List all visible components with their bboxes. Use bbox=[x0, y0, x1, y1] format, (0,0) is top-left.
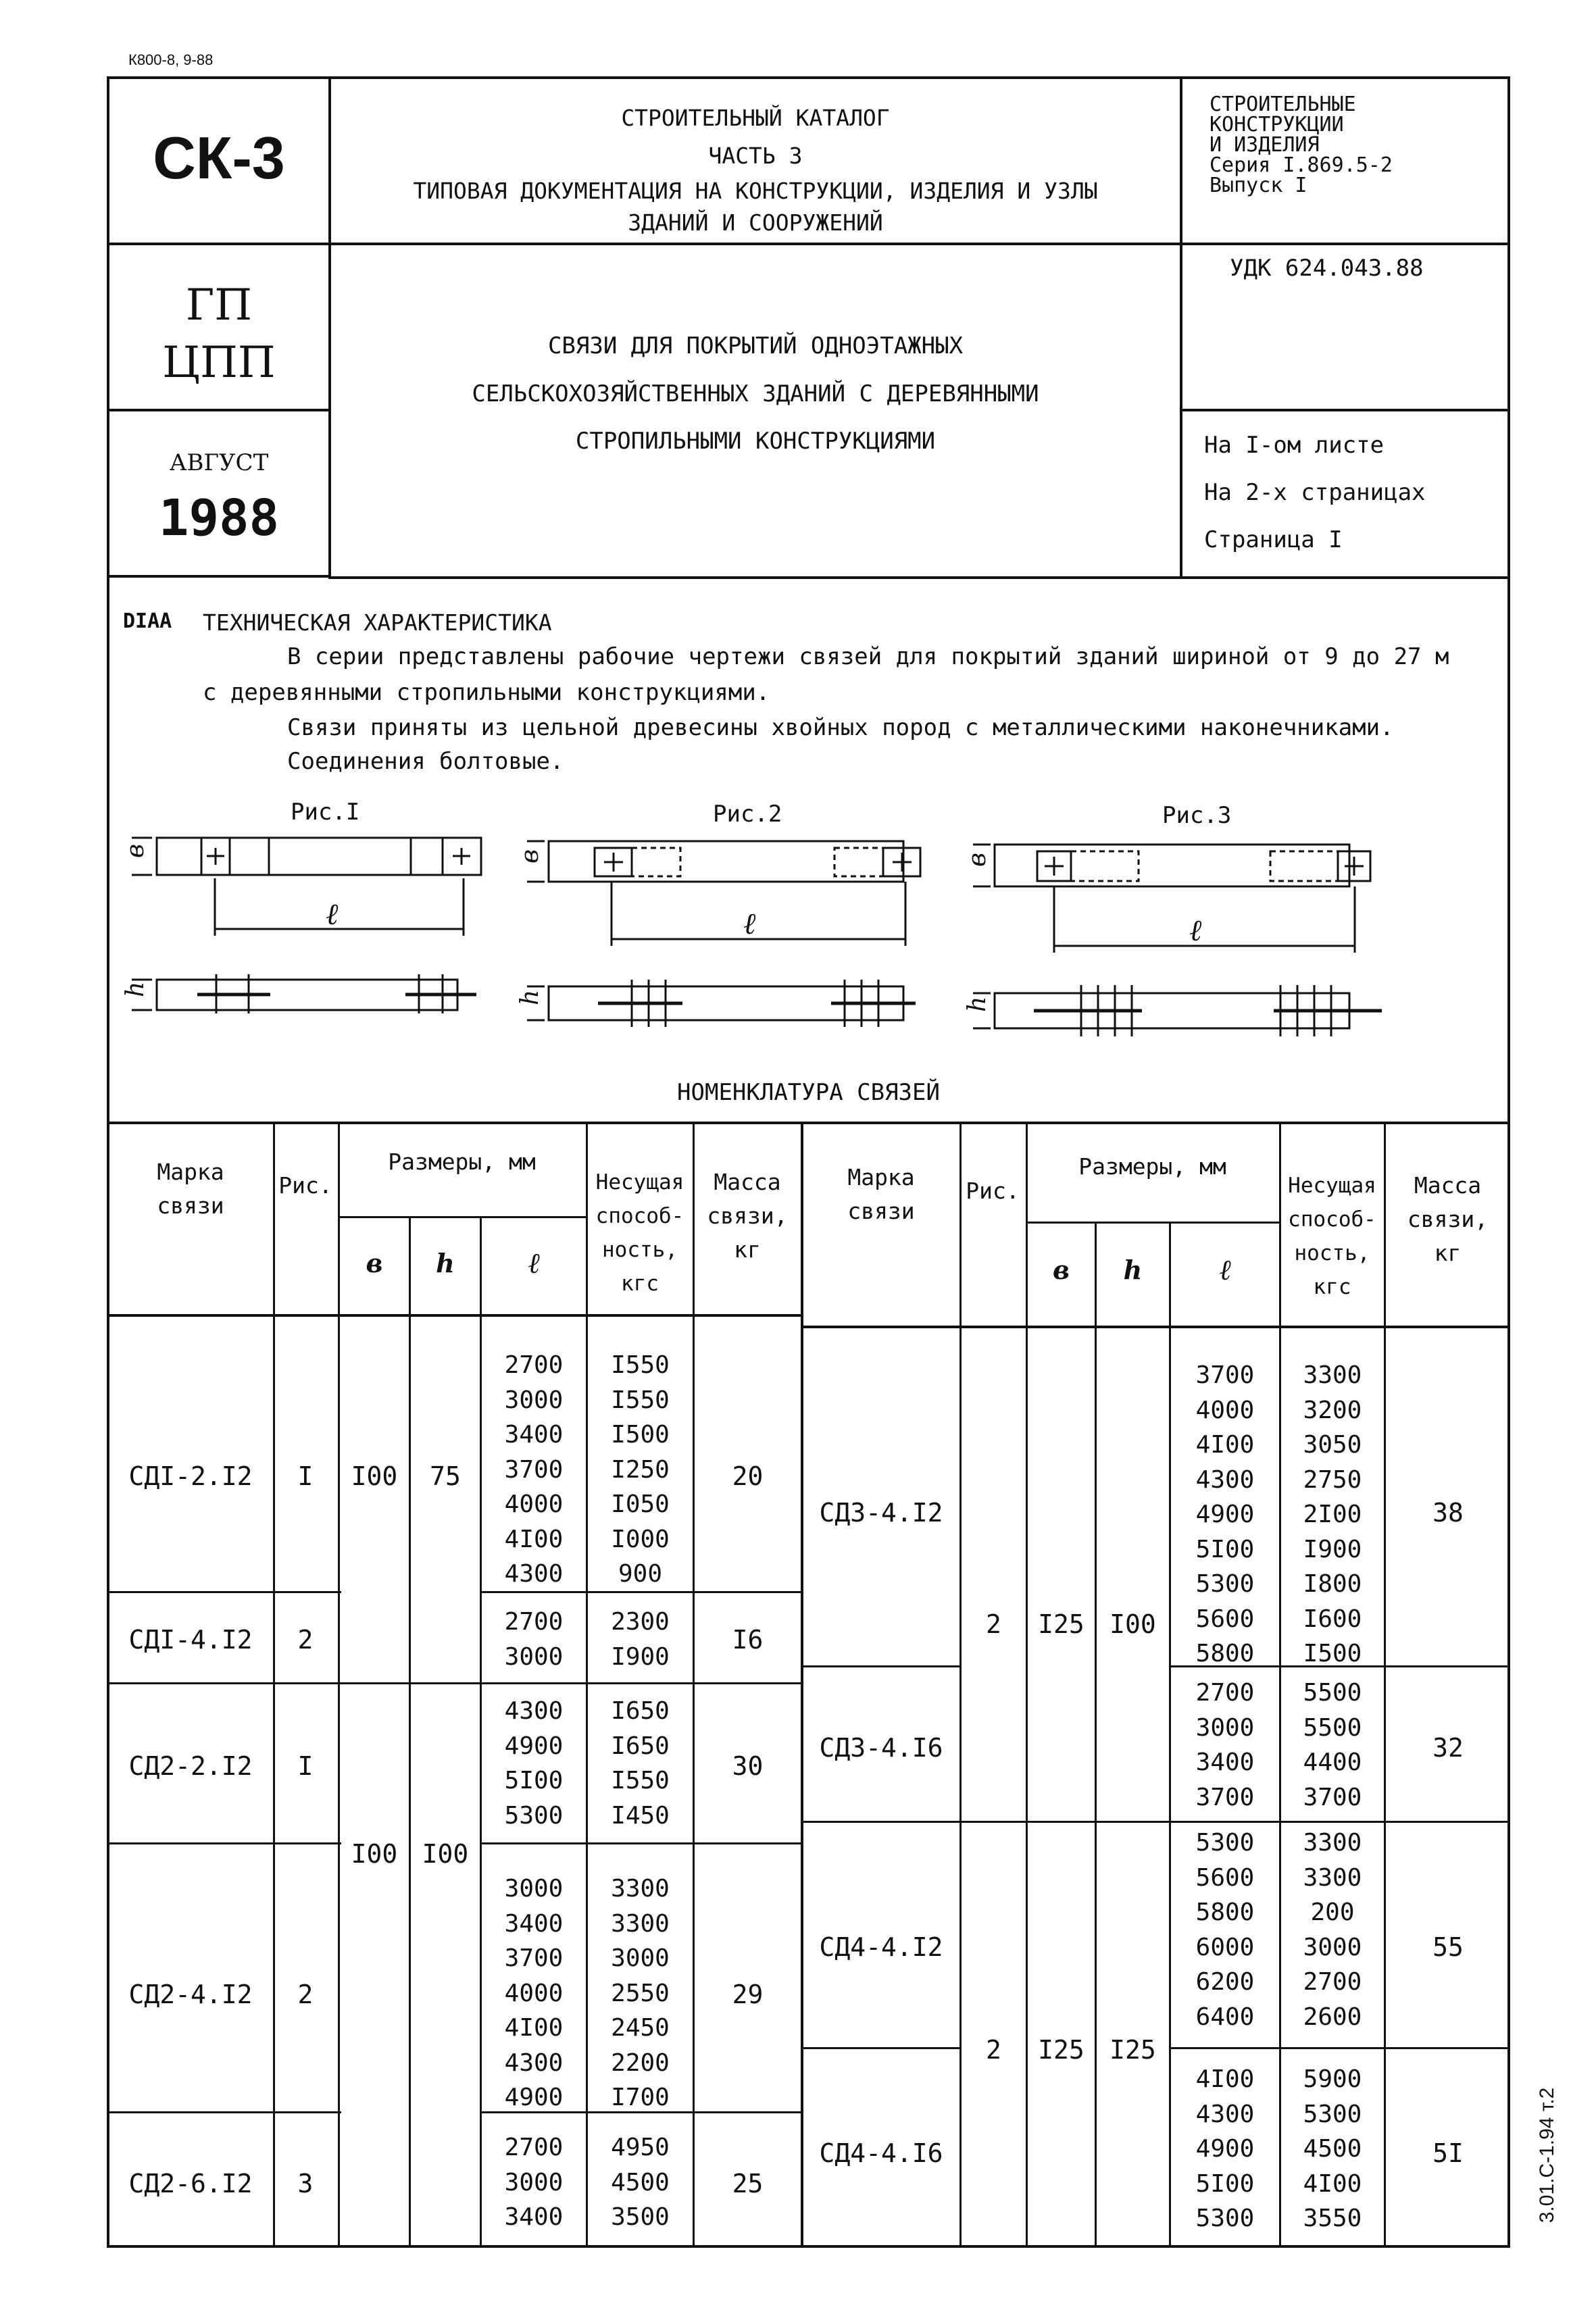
figure-1-plan bbox=[132, 838, 481, 936]
header-mass-left: Масса связи, кг bbox=[707, 1169, 788, 1263]
row-sep-right-1a bbox=[801, 1665, 962, 1667]
section-line-3: И ИЗДЕЛИЯ bbox=[1210, 133, 1320, 157]
figure-1-l-label: ℓ bbox=[326, 897, 339, 932]
table-row-left-3-capacity: I650 I650 I550 I450 bbox=[611, 1697, 670, 1830]
catalog-code: СК-3 bbox=[153, 124, 285, 191]
figure-3-l-label: ℓ bbox=[1189, 913, 1202, 948]
vline-r2 bbox=[1026, 1122, 1028, 2248]
table-row-right-2-mass: 32 bbox=[1432, 1733, 1464, 1763]
table-row-right-1-l: 3700 4000 4I00 4300 4900 5I00 5300 5600 5800 bbox=[1195, 1361, 1255, 1667]
table-right-group2-h: I25 bbox=[1109, 2035, 1156, 2065]
dims-subheader-rule-right bbox=[1026, 1222, 1279, 1224]
table-row-left-2-mass: I6 bbox=[732, 1625, 764, 1655]
table-row-right-4-l: 4I00 4300 4900 5I00 5300 bbox=[1195, 2065, 1255, 2232]
catalog-line-4: ЗДАНИЙ И СООРУЖЕНИЙ bbox=[628, 209, 883, 236]
table-row-right-1-mark: СД3-4.I2 bbox=[819, 1498, 943, 1528]
header-dims-left: Размеры, мм bbox=[388, 1149, 536, 1175]
table-row-right-2-l: 2700 3000 3400 3700 bbox=[1195, 1679, 1255, 1811]
section-code: DIAA bbox=[123, 609, 172, 633]
catalog-line-2: ЧАСТЬ 3 bbox=[708, 143, 803, 169]
row-sep-left-1a bbox=[107, 1591, 341, 1593]
figure-1-h-label: h bbox=[122, 981, 149, 997]
figure-3-b-label: в bbox=[964, 853, 991, 867]
table-row-left-4-l: 3000 3400 3700 4000 4I00 4300 4900 bbox=[504, 1875, 564, 2111]
paragraph-3: Соединения болтовые. bbox=[287, 748, 564, 775]
row-sep-left-3b bbox=[480, 1842, 801, 1844]
figure-3-plan bbox=[973, 845, 1370, 953]
vline-l2 bbox=[338, 1122, 340, 2248]
table-top-rule bbox=[107, 1122, 1510, 1124]
table-row-left-5-capacity: 4950 4500 3500 bbox=[611, 2134, 670, 2231]
vline-r1 bbox=[959, 1122, 962, 2248]
figure-1-caption: Рис.I bbox=[291, 799, 360, 826]
table-row-left-1-capacity: I550 I550 I500 I250 I050 I000 900 bbox=[611, 1351, 670, 1588]
table-row-right-2-mark: СД3-4.I6 bbox=[819, 1733, 943, 1763]
table-row-left-1-h: 75 bbox=[430, 1461, 461, 1491]
figure-1-b-label: в bbox=[122, 844, 149, 858]
table-row-left-3-mark: СД2-2.I2 bbox=[128, 1751, 253, 1781]
header-capacity-left: Несущая способ- ность, кгс bbox=[595, 1170, 684, 1296]
table-row-left-2-fig: 2 bbox=[297, 1625, 314, 1655]
vline-l1 bbox=[273, 1122, 275, 2248]
table-row-right-1-capacity: 3300 3200 3050 2750 2I00 I900 I800 I600 I500 bbox=[1303, 1361, 1362, 1667]
table-right-group2-b: I25 bbox=[1038, 2035, 1084, 2065]
table-right-group1-h: I00 bbox=[1109, 1609, 1156, 1639]
title-line-3: СТРОПИЛЬНЫМИ КОНСТРУКЦИЯМИ bbox=[575, 428, 936, 455]
vline-r3 bbox=[1095, 1222, 1097, 2248]
row-sep-right-2a bbox=[801, 1821, 962, 1823]
figure-3-elevation bbox=[973, 985, 1382, 1036]
top-stamp: К800-8, 9-88 bbox=[128, 51, 214, 68]
figure-2-caption: Рис.2 bbox=[713, 801, 782, 828]
row-sep-left-2b bbox=[338, 1682, 480, 1684]
paragraph-2: Связи приняты из цельной древесины хвойных пород с металлическими наконечниками. bbox=[287, 714, 1394, 741]
vline-mid bbox=[801, 1122, 803, 2248]
table-right-group2-fig: 2 bbox=[986, 2035, 1001, 2065]
table-row-right-1-mass: 38 bbox=[1432, 1498, 1464, 1528]
section-heading: ТЕХНИЧЕСКАЯ ХАРАКТЕРИСТИКА bbox=[203, 609, 552, 636]
row-sep-right-3b bbox=[1169, 2047, 1510, 2049]
vline-r6 bbox=[1384, 1122, 1386, 2248]
side-note: 3.01.С-1.94 т.2 bbox=[1536, 2087, 1558, 2223]
header-h-left: h bbox=[436, 1248, 455, 1278]
table-row-left-3-l: 4300 4900 5I00 5300 bbox=[504, 1697, 564, 1830]
section-line-5: Выпуск I bbox=[1210, 174, 1307, 197]
figure-2-l-label: ℓ bbox=[743, 907, 756, 941]
table-row-left-3-mass: 30 bbox=[732, 1751, 764, 1781]
section-line-1: СТРОИТЕЛЬНЫЕ bbox=[1210, 93, 1356, 116]
table-row-left-1-fig: I bbox=[297, 1461, 314, 1491]
table-header-rule-left bbox=[107, 1314, 803, 1317]
table-row-left-2-mark: СДI-4.I2 bbox=[128, 1625, 253, 1655]
table-row-left-4-mark: СД2-4.I2 bbox=[128, 1980, 253, 2009]
table-right-group1-fig: 2 bbox=[986, 1609, 1001, 1639]
title-line-2: СЕЛЬСКОХОЗЯЙСТВЕННЫХ ЗДАНИЙ С ДЕРЕВЯННЫМИ bbox=[472, 380, 1039, 407]
row-sep-left-2c bbox=[480, 1682, 801, 1684]
header-l-right: ℓ bbox=[1219, 1253, 1231, 1286]
table-left-shared-b: I00 bbox=[351, 1839, 398, 1869]
table-row-left-1-mass: 20 bbox=[732, 1461, 764, 1491]
dims-subheader-rule-left bbox=[338, 1216, 586, 1218]
header-mark-left: Марка связи bbox=[157, 1159, 224, 1219]
table-row-left-2-capacity: 2300 I900 bbox=[611, 1608, 670, 1671]
header-l-left: ℓ bbox=[528, 1247, 540, 1280]
sheet-info-3: Страница I bbox=[1204, 526, 1343, 553]
org-line-2: ЦПП bbox=[162, 338, 276, 388]
paragraph-1-line-2: с деревянными стропильными конструкциями. bbox=[203, 679, 770, 706]
figure-2-elevation bbox=[527, 980, 916, 1027]
table-row-right-4-mass: 5I bbox=[1432, 2138, 1464, 2168]
sheet-info-2: На 2-х страницах bbox=[1204, 479, 1426, 506]
catalog-line-3: ТИПОВАЯ ДОКУМЕНТАЦИЯ НА КОНСТРУКЦИИ, ИЗДЕЛИЯ И УЗЛЫ bbox=[413, 178, 1098, 204]
org-line-1: ГП bbox=[185, 280, 253, 330]
year: 1988 bbox=[158, 489, 280, 547]
header-capacity-right: Несущая способ- ность, кгс bbox=[1288, 1174, 1376, 1299]
table-row-left-5-l: 2700 3000 3400 bbox=[504, 2134, 564, 2231]
header-mark-right: Марка связи bbox=[847, 1164, 915, 1224]
month: АВГУСТ bbox=[169, 449, 269, 476]
row-sep-left-4a bbox=[107, 2111, 341, 2113]
header-b-left: в bbox=[366, 1248, 383, 1278]
header-dims-right: Размеры, мм bbox=[1078, 1153, 1226, 1180]
figure-2-h-label: h bbox=[516, 989, 544, 1005]
figure-3-caption: Рис.3 bbox=[1162, 802, 1232, 829]
table-right-group1-b: I25 bbox=[1038, 1609, 1084, 1639]
figure-2-b-label: в bbox=[516, 849, 544, 863]
table-row-right-2-capacity: 5500 5500 4400 3700 bbox=[1303, 1679, 1362, 1811]
figure-1-elevation bbox=[132, 974, 476, 1013]
header-mass-right: Масса связи, кг bbox=[1407, 1172, 1489, 1266]
table-row-right-3-capacity: 3300 3300 200 3000 2700 2600 bbox=[1303, 1829, 1362, 2031]
header-fig-left: Рис. bbox=[278, 1172, 332, 1199]
table-row-left-1-l: 2700 3000 3400 3700 4000 4I00 4300 bbox=[504, 1351, 564, 1588]
section-line-2: КОНСТРУКЦИИ bbox=[1210, 113, 1344, 136]
table-row-right-4-mark: СД4-4.I6 bbox=[819, 2138, 943, 2168]
table-row-left-1-mark: СДI-2.I2 bbox=[128, 1461, 253, 1491]
table-row-left-4-capacity: 3300 3300 3000 2550 2450 2200 I700 bbox=[611, 1875, 670, 2111]
header-h-right: h bbox=[1123, 1255, 1143, 1285]
figures-drawing bbox=[0, 0, 1596, 1095]
table-row-left-5-mark: СД2-6.I2 bbox=[128, 2169, 253, 2198]
sheet-info-1: На I-ом листе bbox=[1204, 432, 1385, 459]
table-header-rule-right bbox=[801, 1326, 1510, 1328]
figure-2-plan bbox=[527, 841, 920, 946]
row-sep-right-3a bbox=[801, 2047, 962, 2049]
row-sep-left-3a bbox=[107, 1842, 341, 1844]
table-title: НОМЕНКЛАТУРА СВЯЗЕЙ bbox=[677, 1079, 940, 1106]
header-fig-right: Рис. bbox=[966, 1178, 1020, 1204]
table-row-left-5-mass: 25 bbox=[732, 2169, 764, 2198]
figure-3-h-label: h bbox=[964, 996, 991, 1012]
vline-l3 bbox=[409, 1216, 411, 2248]
udk: УДК 624.043.88 bbox=[1230, 255, 1424, 282]
row-sep-right-2b bbox=[959, 1821, 1169, 1823]
table-left-shared-h: I00 bbox=[422, 1839, 469, 1869]
header-b-right: в bbox=[1053, 1255, 1070, 1285]
row-sep-left-2a bbox=[107, 1682, 341, 1684]
section-line-4: Серия I.869.5-2 bbox=[1210, 153, 1393, 177]
table-row-left-5-fig: 3 bbox=[297, 2169, 314, 2198]
table-row-right-3-mark: СД4-4.I2 bbox=[819, 1932, 943, 1962]
paragraph-1-line-1: В серии представлены рабочие чертежи связей для покрытий зданий шириной от 9 до 27 м bbox=[287, 643, 1449, 670]
table-row-left-1-b: I00 bbox=[351, 1461, 398, 1491]
table-row-left-4-mass: 29 bbox=[732, 1980, 764, 2009]
row-sep-right-2c bbox=[1169, 1821, 1510, 1823]
table-row-left-2-l: 2700 3000 bbox=[504, 1608, 564, 1671]
table-row-right-4-capacity: 5900 5300 4500 4I00 3550 bbox=[1303, 2065, 1362, 2232]
table-row-left-4-fig: 2 bbox=[297, 1980, 314, 2009]
catalog-line-1: СТРОИТЕЛЬНЫЙ КАТАЛОГ bbox=[621, 105, 890, 131]
table-row-right-3-mass: 55 bbox=[1432, 1932, 1464, 1962]
table-row-right-3-l: 5300 5600 5800 6000 6200 6400 bbox=[1195, 1829, 1255, 2031]
table-row-left-3-fig: I bbox=[297, 1751, 314, 1781]
title-line-1: СВЯЗИ ДЛЯ ПОКРЫТИЙ ОДНОЭТАЖНЫХ bbox=[547, 332, 964, 359]
